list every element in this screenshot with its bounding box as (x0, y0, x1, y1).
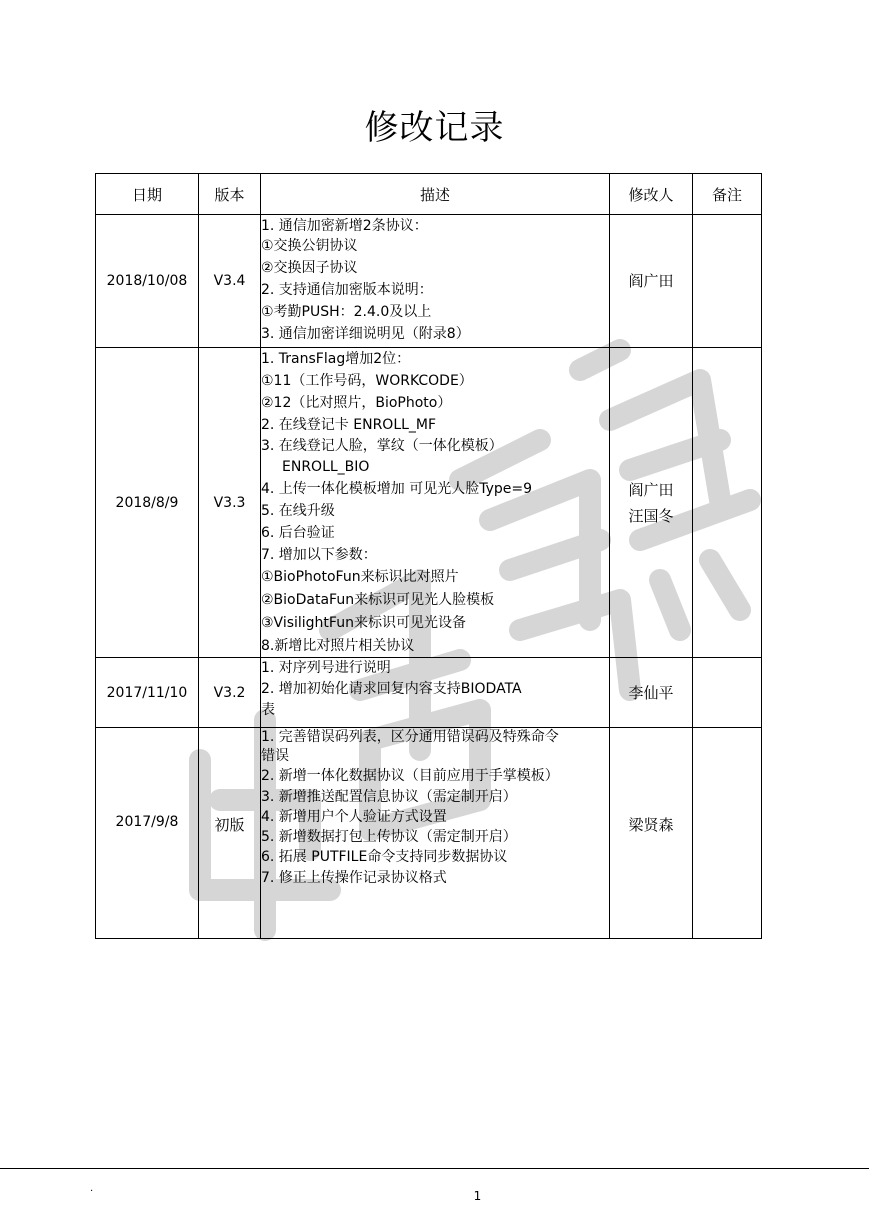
table-row (96, 348, 762, 658)
row-authors (610, 215, 693, 348)
row-date: 2017/11/10 (96, 658, 199, 728)
description-line: 2. 在线登记卡 ENROLL_MF (261, 417, 437, 433)
row-description (261, 348, 610, 658)
description-line: 6. 拓展 PUTFILE命令支持同步数据协议 (261, 849, 508, 865)
row-remark (693, 658, 762, 728)
row-authors (610, 348, 693, 658)
description-line: 8.新增比对照片相关协议 (261, 638, 415, 654)
author-name: 梁贤森 (628, 816, 674, 834)
description-line: ②BioDataFun来标识可见光人脸模板 (261, 592, 495, 608)
row-version: 初版 (199, 728, 261, 939)
header-author: 修改人 (610, 174, 693, 215)
description-line: 5. 在线升级 (261, 503, 335, 519)
header-version: 版本 (199, 174, 261, 215)
description-line: 表 (261, 702, 275, 718)
author-name: 阎广田 (628, 272, 674, 290)
description-line: 1. TransFlag增加2位： (261, 351, 411, 367)
header-date: 日期 (96, 174, 199, 215)
description-line: 1. 对序列号进行说明 (261, 660, 391, 676)
row-remark (693, 348, 762, 658)
table-row (96, 658, 762, 728)
row-authors (610, 658, 693, 728)
row-date: 2017/9/8 (96, 728, 199, 939)
description-line: ③VisilightFun来标识可见光设备 (261, 615, 466, 631)
description-line: 2. 新增一体化数据协议（目前应用于手掌模板） (261, 768, 559, 784)
description-line: 1. 完善错误码列表，区分通用错误码及特殊命令 (261, 729, 559, 745)
table-row (96, 728, 762, 939)
row-version: V3.4 (199, 215, 261, 348)
description-line: ①11（工作号码，WORKCODE） (261, 373, 473, 389)
header-description: 描述 (261, 174, 610, 215)
row-authors (610, 728, 693, 939)
description-line: 1. 通信加密新增2条协议： (261, 218, 428, 234)
description-line: 3. 在线登记人脸，掌纹（一体化模板） (261, 438, 503, 454)
description-line: 5. 新增数据打包上传协议（需定制开启） (261, 829, 517, 845)
description-line: ②交换因子协议 (261, 260, 358, 276)
description-line: 2. 增加初始化请求回复内容支持BIODATA (261, 681, 522, 697)
description-line: 3. 新增推送配置信息协议（需定制开启） (261, 789, 517, 805)
author-name: 李仙平 (628, 683, 674, 702)
author-name: 汪国冬 (628, 506, 674, 525)
row-date: 2018/8/9 (96, 348, 199, 658)
row-date: 2018/10/08 (96, 215, 199, 348)
footer-dot: . (90, 1183, 94, 1194)
row-version: V3.3 (199, 348, 261, 658)
description-line: ①考勤PUSH：2.4.0及以上 (261, 304, 432, 320)
row-remark (693, 215, 762, 348)
description-line: ENROLL_BIO (282, 459, 370, 475)
description-line: 4. 上传一体化模板增加 可见光人脸Type=9 (261, 481, 533, 497)
description-line: 7. 修正上传操作记录协议格式 (261, 870, 447, 886)
footer-divider (0, 1168, 869, 1169)
description-line: 4. 新增用户个人验证方式设置 (261, 809, 447, 825)
table-row (96, 215, 762, 348)
description-line: ②12（比对照片，BioPhoto） (261, 395, 452, 411)
description-line: 错误 (261, 748, 289, 764)
description-line: ①交换公钥协议 (261, 238, 358, 254)
row-description (261, 658, 610, 728)
row-description (261, 728, 610, 939)
row-description (261, 215, 610, 348)
table-header-row (96, 174, 762, 215)
description-line: 6. 后台验证 (261, 525, 335, 541)
revision-table (95, 173, 762, 939)
header-remark: 备注 (693, 174, 762, 215)
description-line: 3. 通信加密详细说明见（附录8） (261, 326, 470, 342)
description-line: ①BioPhotoFun来标识比对照片 (261, 569, 459, 585)
author-name: 阎广田 (628, 480, 674, 499)
description-line: 2. 支持通信加密版本说明： (261, 282, 433, 298)
row-remark (693, 728, 762, 939)
page-number: 1 (473, 1189, 482, 1203)
page-title: 修改记录 (364, 108, 505, 148)
description-line: 7. 增加以下参数： (261, 547, 377, 563)
row-version: V3.2 (199, 658, 261, 728)
